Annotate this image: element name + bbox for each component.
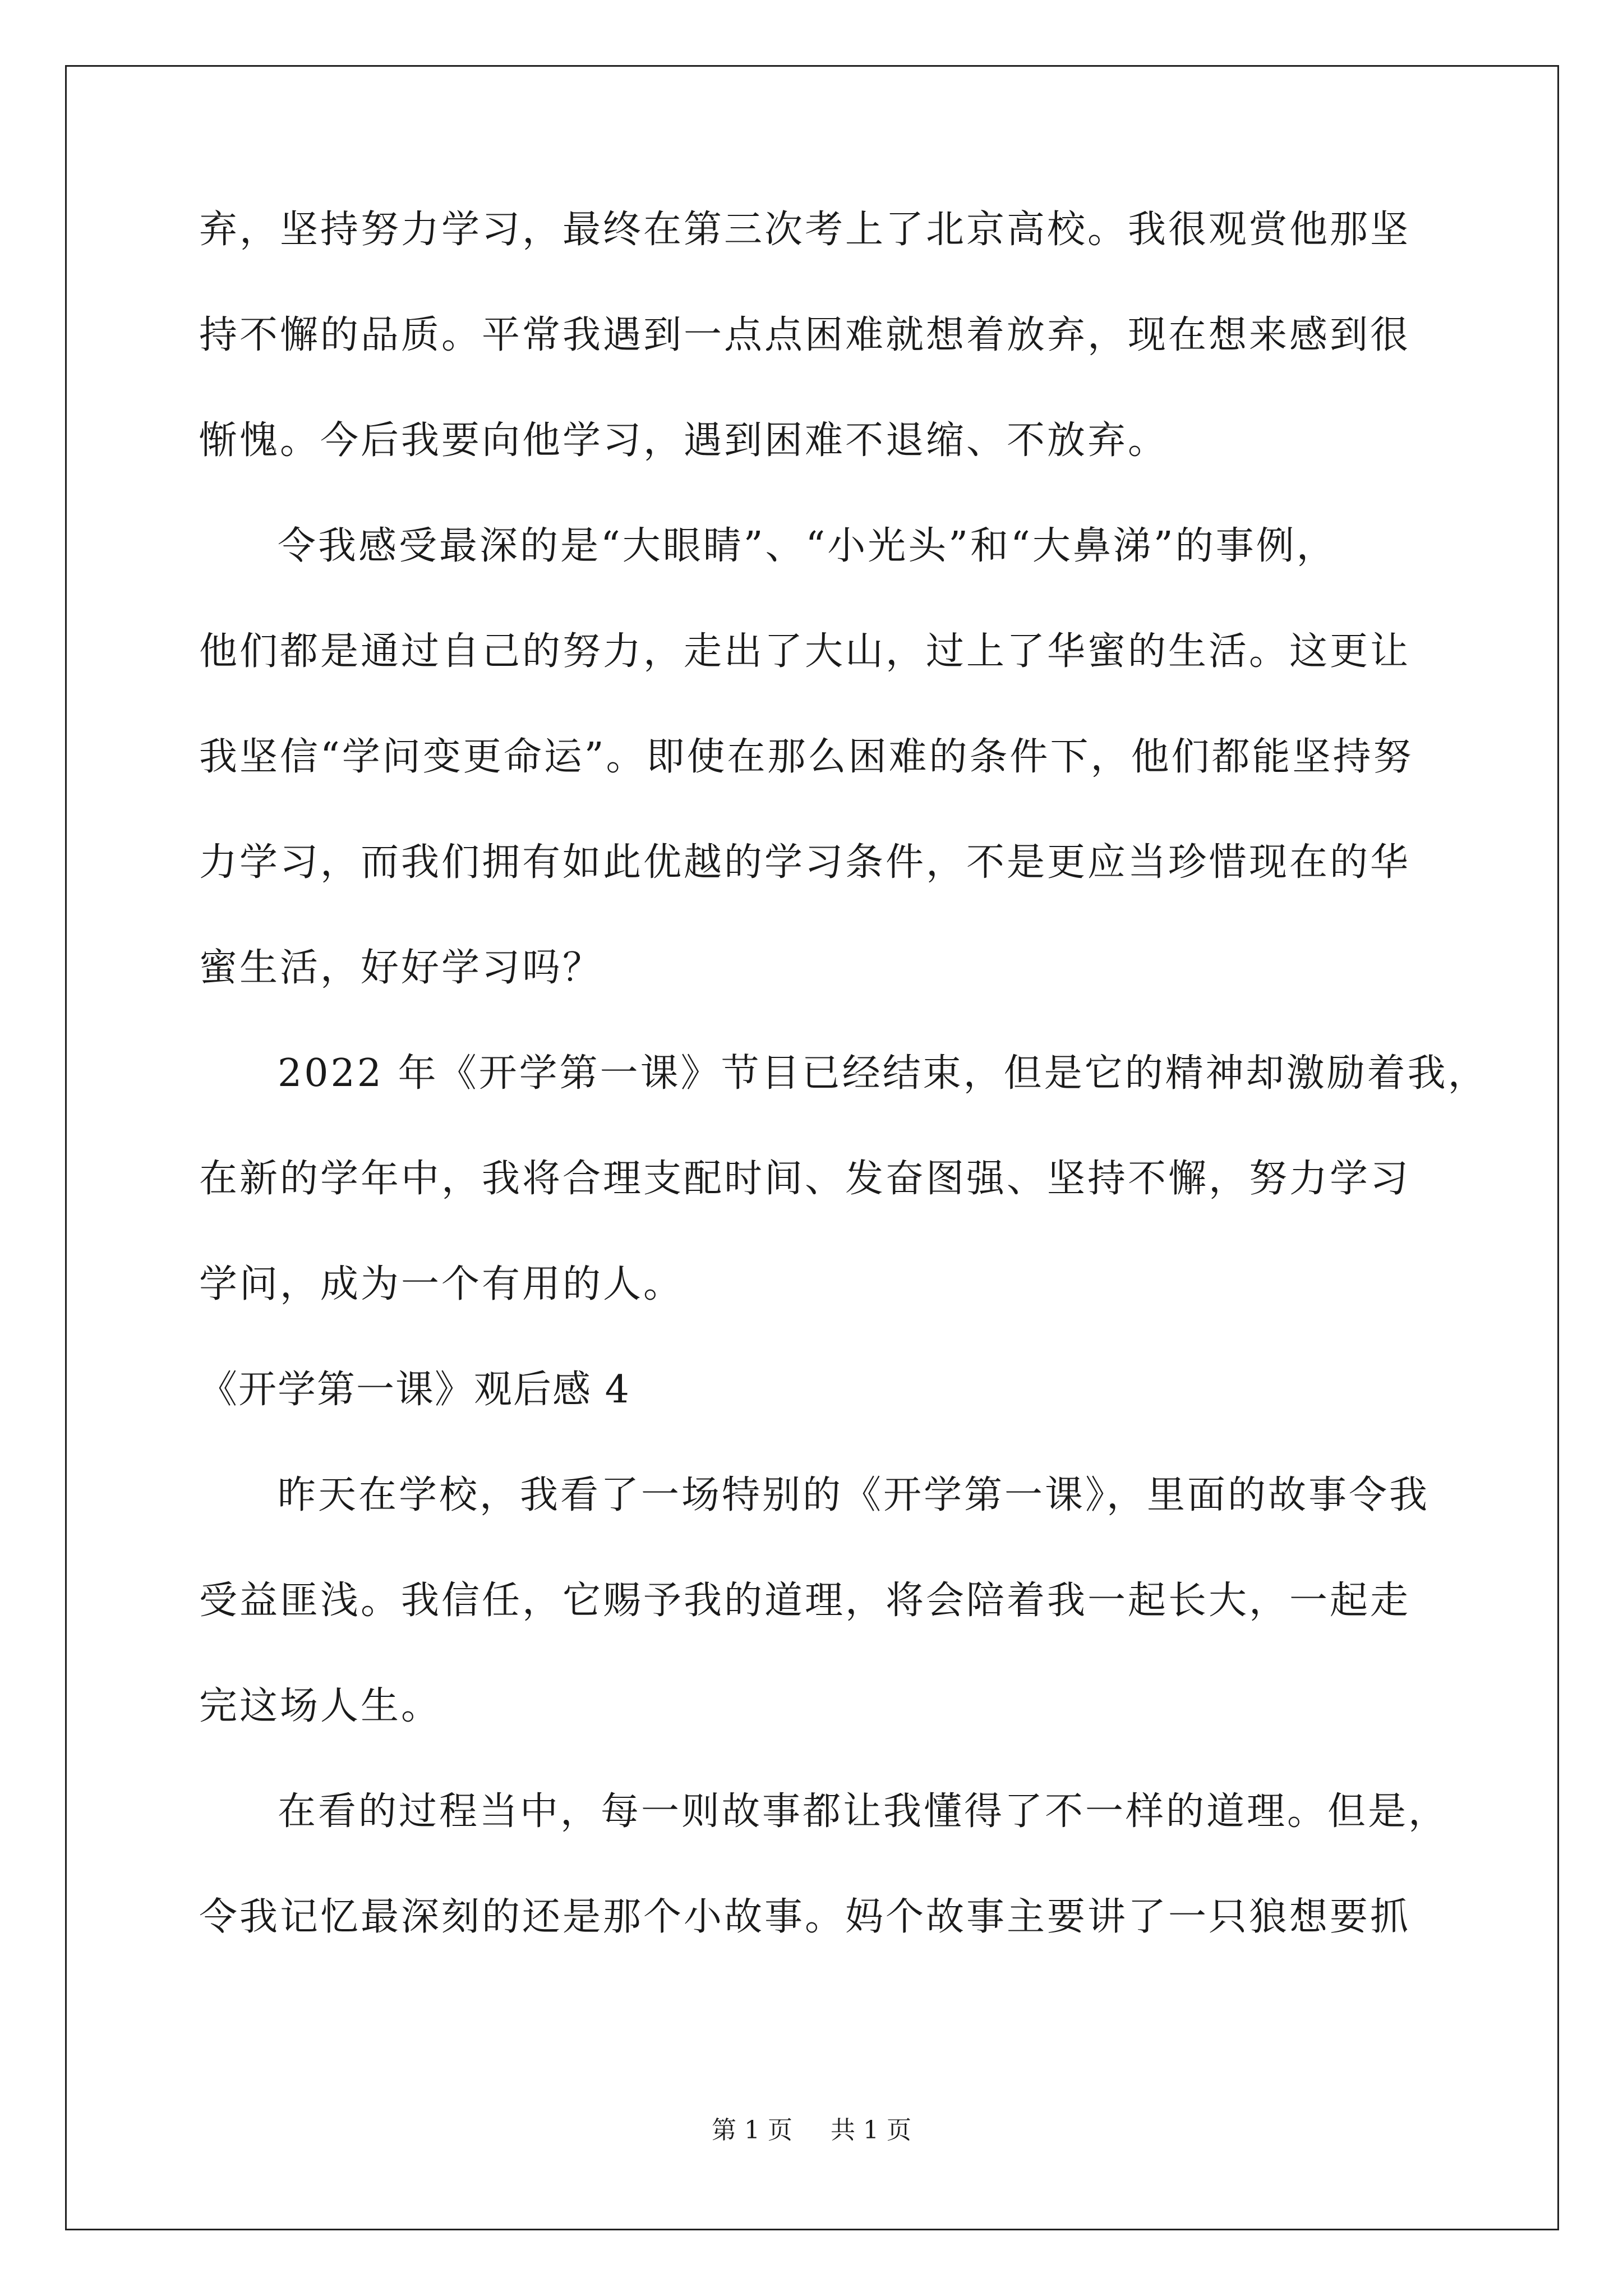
paragraph-line: 弃，坚持努力学习，最终在第三次考上了北京高校。我很观赏他那坚 (199, 208, 1411, 252)
paragraph-line: 力学习，而我们拥有如此优越的学习条件，不是更应当珍惜现在的华 (199, 840, 1411, 885)
paragraph-line: 他们都是通过自己的努力，走出了大山，过上了华蜜的生活。这更让 (199, 629, 1411, 674)
page-number: 第 1 页 (712, 2116, 792, 2145)
paragraph-line: 2022 年《开学第一课》节目已经结束，但是它的精神却激励着我， (278, 1051, 1488, 1096)
paragraph-line: 学问，成为一个有用的人。 (199, 1262, 684, 1306)
document-body (199, 202, 1488, 1995)
paragraph-line: 受益匪浅。我信任，它赐予我的道理，将会陪着我一起长大，一起走 (199, 1579, 1411, 1623)
page-total: 共 1 页 (831, 2116, 911, 2145)
paragraph-line: 在看的过程当中，每一则故事都让我懂得了不一样的道理。但是， (278, 1789, 1449, 1834)
paragraph-line: 令我感受最深的是“大眼睛”、“小光头”和“大鼻涕”的事例， (278, 524, 1337, 568)
paragraph-line: 惭愧。今后我要向他学习，遇到困难不退缩、不放弃。 (199, 418, 1169, 463)
paragraph-line: 我坚信“学问变更命运”。即使在那么困难的条件下，他们都能坚持努 (199, 735, 1414, 779)
paragraph-line: 昨天在学校，我看了一场特别的《开学第一课》，里面的故事令我 (278, 1473, 1430, 1517)
paragraph-line: 持不懈的品质。平常我遇到一点点困难就想着放弃，现在想来感到很 (199, 313, 1411, 357)
paragraph-line: 完这场人生。 (199, 1684, 442, 1728)
paragraph-line: 令我记忆最深刻的还是那个小故事。妈个故事主要讲了一只狼想要抓 (199, 1895, 1411, 1939)
section-heading: 《开学第一课》观后感 4 (199, 1368, 630, 1412)
page-footer (0, 2114, 1623, 2147)
paragraph-line: 在新的学年中，我将合理支配时间、发奋图强、坚持不懈，努力学习 (199, 1157, 1411, 1201)
paragraph-line: 蜜生活，好好学习吗？ (199, 946, 603, 990)
